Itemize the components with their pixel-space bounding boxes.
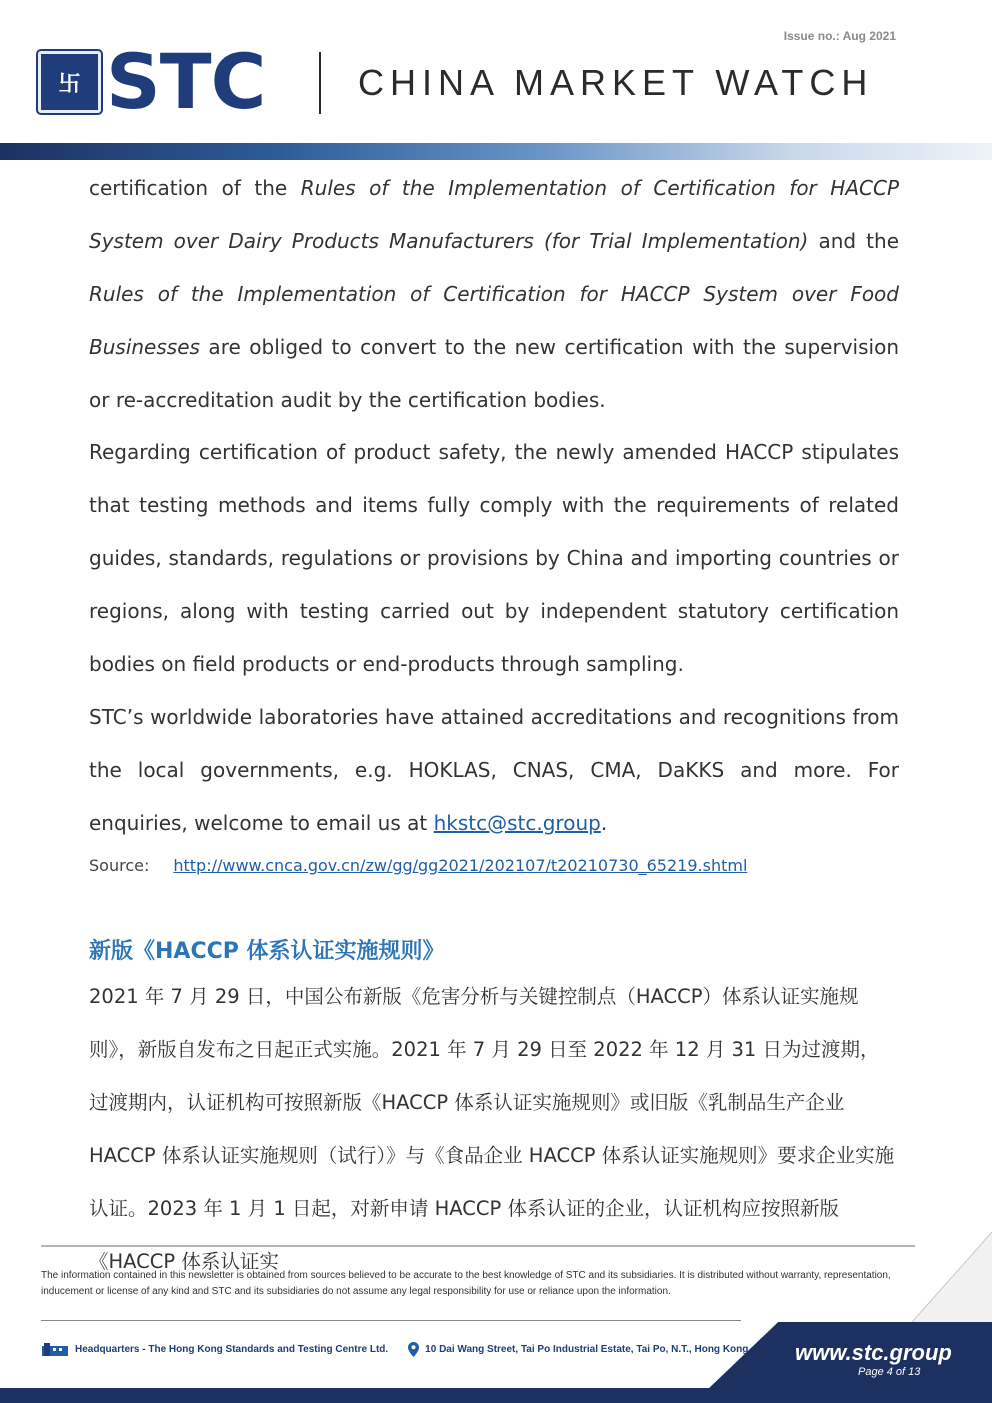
headquarters-line	[41, 1341, 748, 1357]
email-link[interactable]: hkstc@stc.group	[433, 811, 601, 835]
stc-logo-icon: 卐	[38, 51, 101, 113]
p1-rule-food: Rules of the Implementation of Certification for HACCP System over Food Businesses	[89, 282, 899, 359]
chinese-paragraph: 2021 年 7 月 29 日，中国公布新版《危害分析与关键控制点（HACCP）体系认证实施规则》，新版自发布之日起正式实施。2021 年 7 月 29 日至 2022 年 12 月 31 日为过渡期，过渡期内，认证机构可按照新版《HACCP 体系认证实施规则》或旧版《乳制品生产企业 HACCP 体系认证实施规则（试行）》与《食品企业 HACCP 体系认证实施规则》要求企业实施认证。2023 年 1 月 1 日起，对新申请 HACCP 体系认证的企业，认证机构应按照新版《HACCP 体系认证实	[89, 985, 895, 1273]
building-icon	[41, 1341, 69, 1357]
footer-band	[0, 1388, 992, 1403]
issue-number: Issue no.: Aug 2021	[783, 29, 896, 43]
p1-text-c: are obliged to convert to the new certification with the supervision or re-accreditation audit by the certification bodies.	[89, 335, 899, 412]
source-label: Source:	[89, 856, 150, 875]
footer-corner-decoration	[912, 1232, 992, 1322]
source-line	[89, 856, 747, 875]
location-pin-icon	[408, 1342, 419, 1357]
headquarters-address: 10 Dai Wang Street, Tai Po Industrial Estate, Tai Po, N.T., Hong Kong	[425, 1343, 749, 1355]
p3-end: .	[600, 811, 608, 835]
paragraph-certification-transition	[89, 162, 899, 427]
header-divider	[319, 52, 321, 114]
p1-text-a: certification of the	[89, 176, 301, 200]
page-number: Page 4 of 13	[858, 1366, 921, 1378]
footer-divider	[41, 1245, 915, 1247]
p1-text-b: and the	[808, 229, 899, 253]
paragraph-product-safety: Regarding certification of product safety, the newly amended HACCP stipulates that testing methods and items fully comply with the requirements of related guides, standards, regulations or provisions by China and importing countries or regions, along with testing carried out by independent statutory certification bodies on field products or end-products through sampling.	[89, 440, 899, 676]
footer-thin-divider	[41, 1320, 741, 1321]
headquarters-name: Headquarters - The Hong Kong Standards and Testing Centre Ltd.	[75, 1343, 389, 1355]
disclaimer-text: The information contained in this newsletter is obtained from sources believed to be accurate to the best knowledge of STC and its subsidiaries. It is distributed without warranty, representation, inducement or license of any kind and STC and its subsidiaries do not assume any legal responsibility for use or reliance upon the information.	[41, 1270, 891, 1297]
paragraph-stc-labs	[89, 691, 899, 850]
p1-rule-dairy: Rules of the Implementation of Certification for HACCP System over Dairy Products Manufacturers (for Trial Implementation)	[89, 176, 900, 253]
website-link[interactable]: www.stc.group	[795, 1340, 952, 1365]
newsletter-title: CHINA MARKET WATCH	[358, 62, 874, 103]
chinese-section-title: 新版《HACCP 体系认证实施规则》	[89, 939, 445, 964]
stc-logo-text: STC	[106, 37, 266, 126]
header-gradient-band	[0, 143, 992, 160]
p3-text: STC’s worldwide laboratories have attained accreditations and recognitions from the local governments, e.g. HOKLAS, CNAS, CMA, DaKKS and more. For enquiries, welcome to email us at	[89, 705, 899, 835]
source-link[interactable]: http://www.cnca.gov.cn/zw/gg/gg2021/202107/t20210730_65219.shtml	[173, 856, 748, 875]
